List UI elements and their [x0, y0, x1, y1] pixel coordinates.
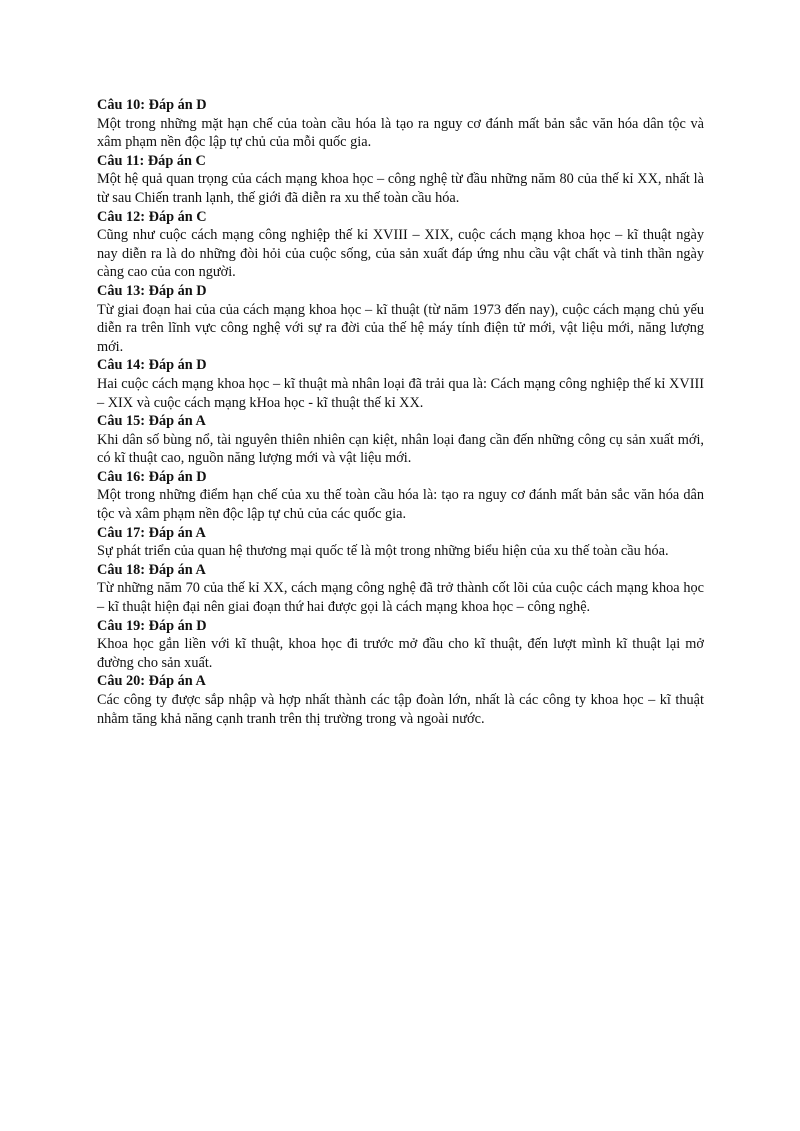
answer-item-19: [97, 617, 704, 673]
answer-title: Câu 19: Đáp án D: [97, 617, 207, 634]
answer-title: Câu 18: Đáp án A: [97, 561, 206, 578]
answer-item-11: [97, 152, 704, 208]
answer-title: Câu 15: Đáp án A: [97, 413, 206, 430]
answer-explanation: Một hệ quả quan trọng của cách mạng khoa học – công nghệ từ đầu những năm 80 của thế kỉ XX, nhất là từ sau Chiến tranh lạnh, thế giới đã diễn ra xu thế toàn cầu hóa.: [97, 171, 704, 206]
answer-title: Câu 12: Đáp án C: [97, 208, 207, 225]
answer-explanation: Từ giai đoạn hai của của cách mạng khoa học – kĩ thuật (từ năm 1973 đến nay), cuộc cách mạng chủ yếu diễn ra trên lĩnh vực công nghệ với sự ra đời của thế hệ máy tính điện tử mới, vật liệu mới, năng lượng mới.: [97, 301, 704, 355]
answer-title: Câu 16: Đáp án D: [97, 468, 207, 485]
answer-item-18: [97, 561, 704, 617]
answer-title: Câu 14: Đáp án D: [97, 357, 207, 374]
answer-title: Câu 10: Đáp án D: [97, 97, 207, 113]
answer-item-10: [97, 96, 704, 152]
answer-explanation: Một trong những điểm hạn chế của xu thế toàn cầu hóa là: tạo ra nguy cơ đánh mất bản sắc văn hóa dân tộc và xâm phạm nền độc lập tự chủ của các quốc gia.: [97, 487, 704, 523]
answer-explanation: Hai cuộc cách mạng khoa học – kĩ thuật mà nhân loại đã trải qua là: Cách mạng công nghiệp thế kỉ XVIII – XIX và cuộc cách mạng kHoa học - kĩ thuật thế kỉ XX.: [97, 375, 704, 411]
answer-item-16: [97, 468, 704, 524]
answer-item-14: [97, 356, 704, 412]
answer-item-15: [97, 412, 704, 468]
answer-title: Câu 13: Đáp án D: [97, 282, 207, 299]
answer-item-20: [97, 672, 704, 728]
answer-explanation: Các công ty được sắp nhập và hợp nhất thành các tập đoàn lớn, nhất là các công ty khoa học – kĩ thuật nhằm tăng khả năng cạnh tranh trên thị trường trong và ngoài nước.: [97, 692, 704, 727]
answer-item-17: [97, 524, 704, 561]
answer-explanation: Từ những năm 70 của thế kỉ XX, cách mạng công nghệ đã trở thành cốt lõi của cuộc cách mạng khoa học – kĩ thuật hiện đại nên giai đoạn thứ hai được gọi là cách mạng khoa học – công nghệ.: [97, 580, 704, 616]
answer-item-12: [97, 208, 704, 282]
answer-explanation: Cũng như cuộc cách mạng công nghiệp thế kỉ XVIII – XIX, cuộc cách mạng khoa học – kĩ thuật ngày nay diễn ra là do những đòi hỏi của cuộc sống, của sản xuất đáp ứng nhu cầu vật chất và tinh thần ngày càng cao của con người.: [97, 227, 704, 281]
answer-explanation: Một trong những mặt hạn chế của toàn cầu hóa là tạo ra nguy cơ đánh mất bản sắc văn hóa dân tộc và xâm phạm nền độc lập tự chủ của mỗi quốc gia.: [97, 115, 704, 151]
answer-title: Câu 20: Đáp án A: [97, 673, 206, 690]
answer-explanation: Sự phát triển của quan hệ thương mại quốc tế là một trong những biểu hiện của xu thế toàn cầu hóa.: [97, 543, 669, 560]
answer-title: Câu 17: Đáp án A: [97, 524, 206, 541]
answer-explanation: Khi dân số bùng nổ, tài nguyên thiên nhiên cạn kiệt, nhân loại đang cần đến những công cụ sản xuất mới, có kĩ thuật cao, nguồn năng lượng mới và vật liệu mới.: [97, 431, 704, 467]
answer-title: Câu 11: Đáp án C: [97, 152, 206, 169]
answer-explanation: Khoa học gắn liền với kĩ thuật, khoa học đi trước mở đầu cho kĩ thuật, đến lượt mình kĩ thuật lại mở đường cho sản xuất.: [97, 636, 704, 671]
answer-item-13: [97, 282, 704, 356]
answer-document: [97, 96, 704, 728]
